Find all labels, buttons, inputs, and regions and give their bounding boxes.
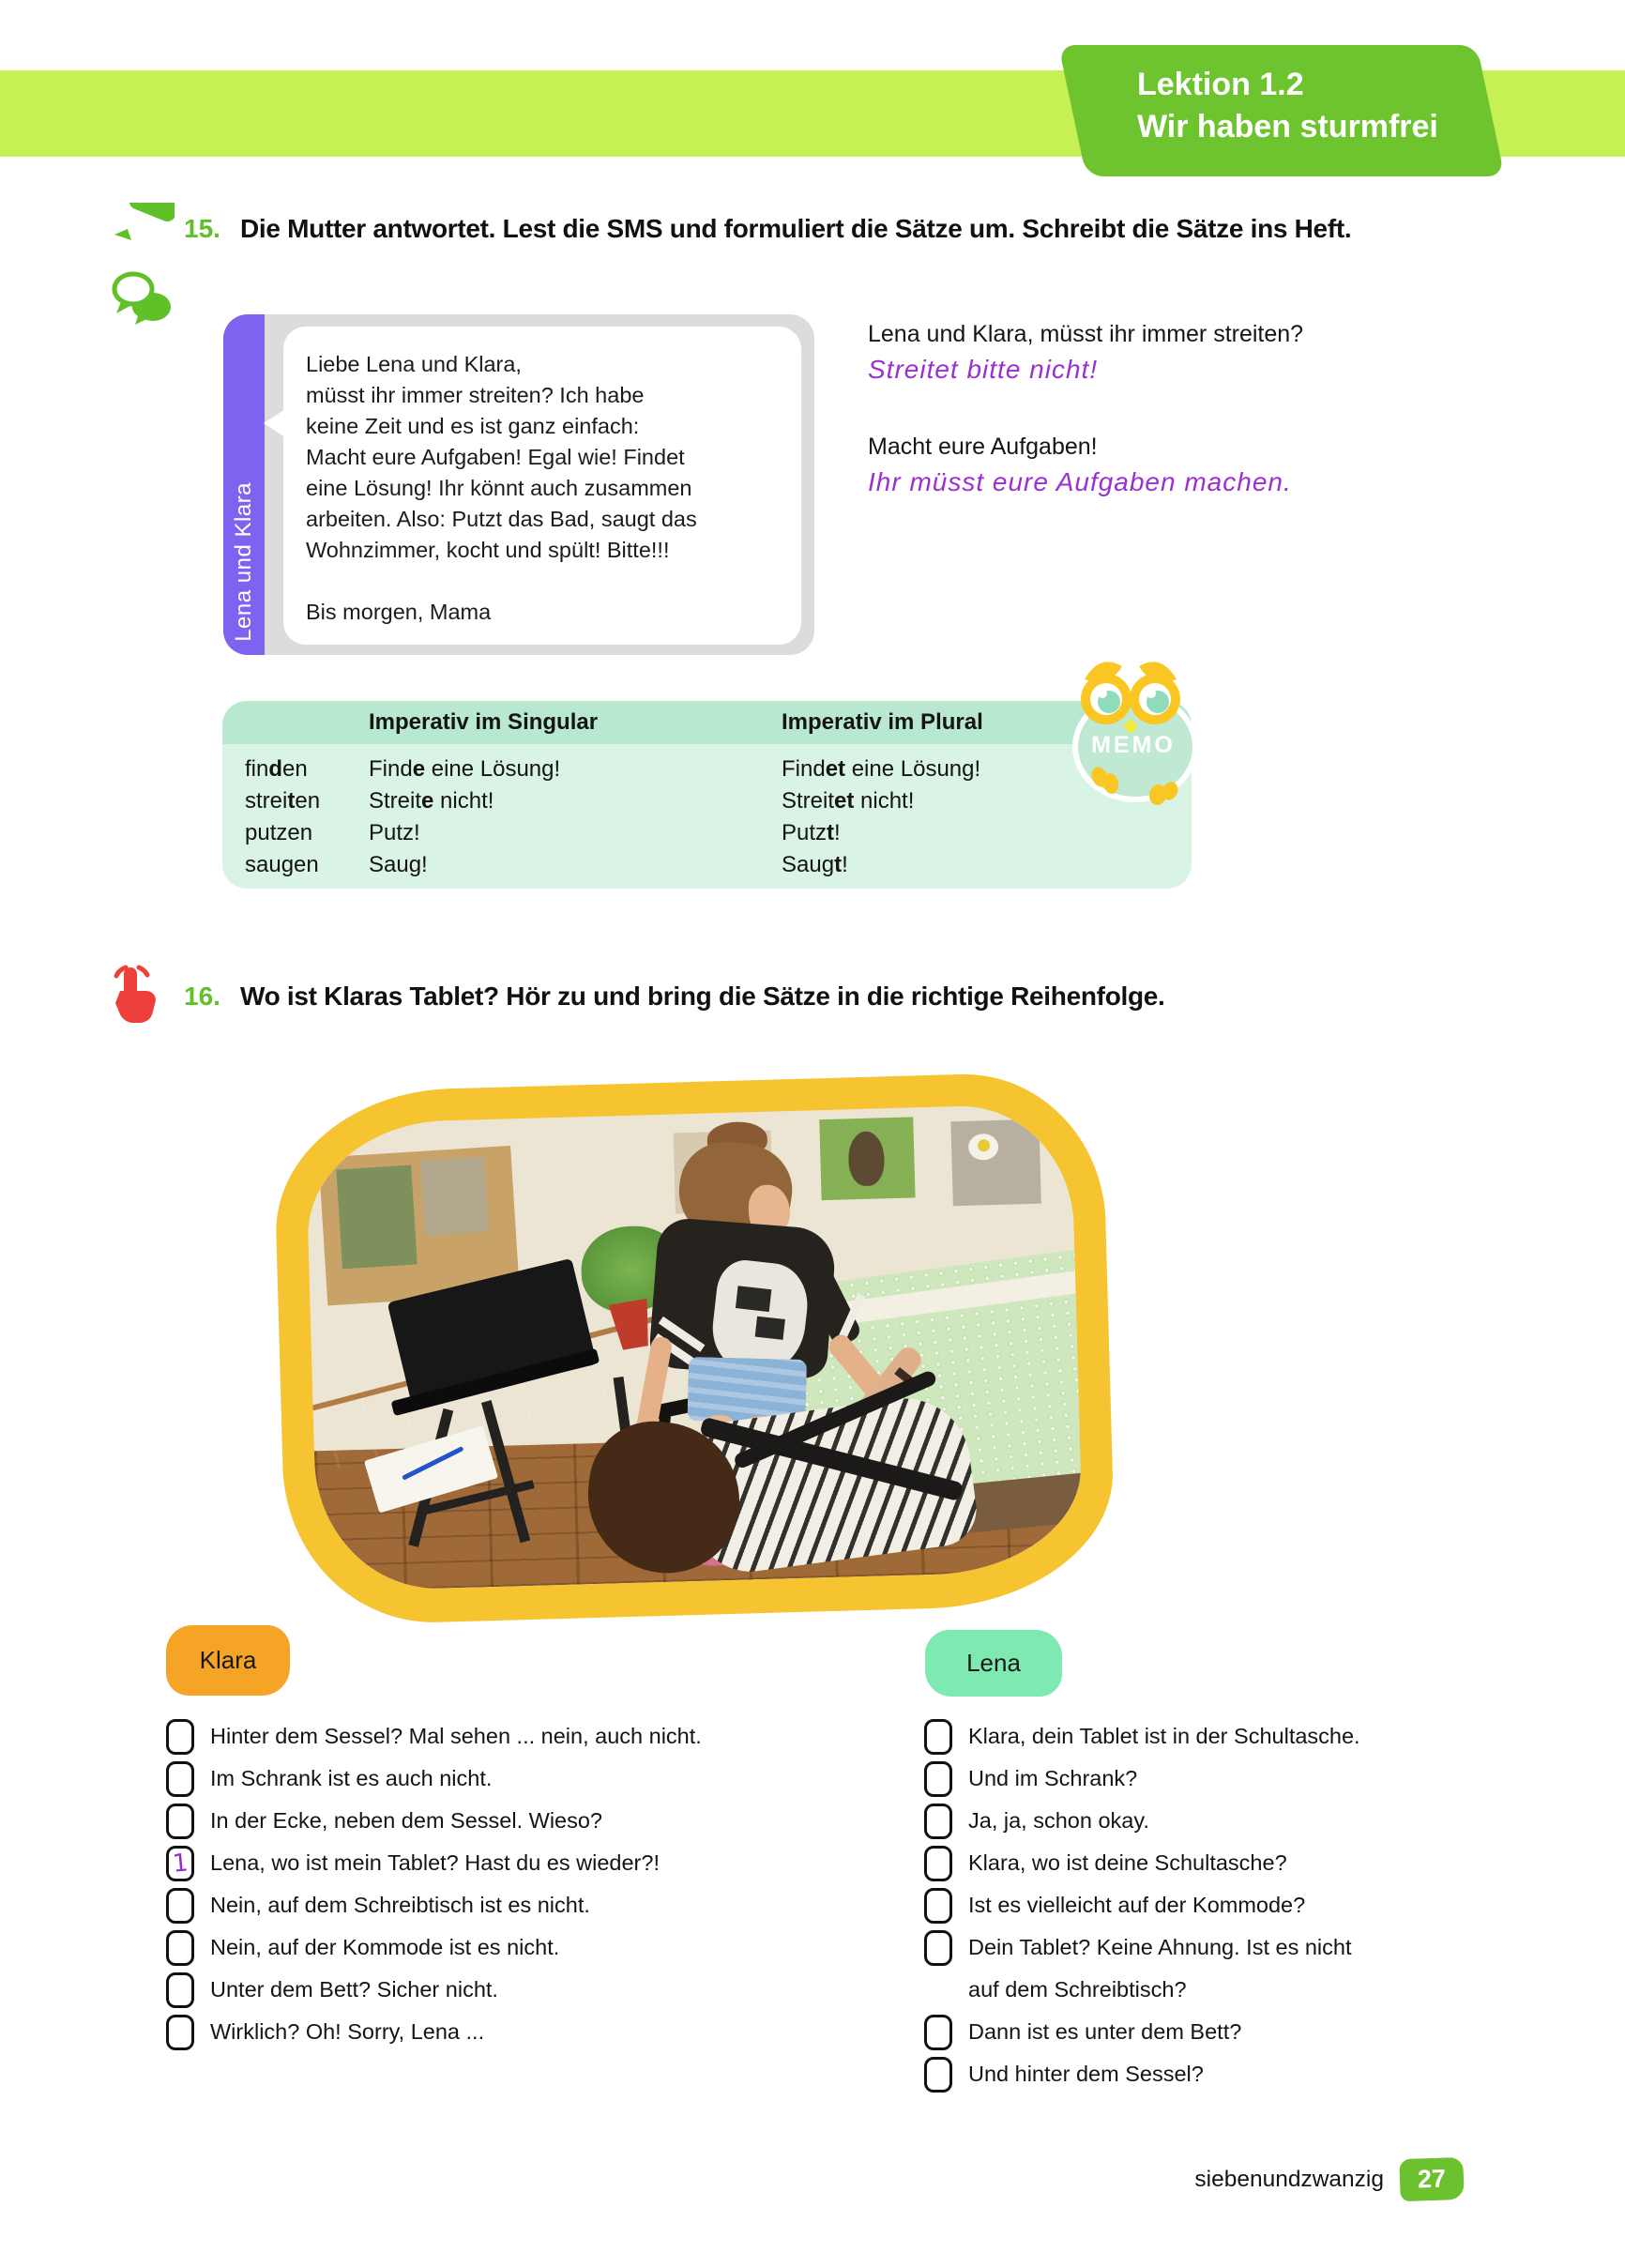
memo-cell-infinitive: putzen <box>245 820 313 845</box>
shirt-print <box>736 1286 771 1312</box>
page-number-word: siebenundzwanzig <box>1194 2166 1384 2192</box>
speech-bubbles-icon <box>109 270 173 327</box>
shirt-print <box>755 1317 785 1340</box>
answer-checkbox[interactable] <box>924 1804 952 1839</box>
exercise-15-title: Die Mutter antwortet. Lest die SMS und formuliert die Sätze um. Schreibt die Sätze ins Heft. <box>240 214 1352 243</box>
answer-checkbox[interactable] <box>924 1761 952 1797</box>
answer-checkbox[interactable] <box>166 2015 194 2050</box>
answer-checkbox[interactable] <box>166 1719 194 1755</box>
answer-checkbox[interactable] <box>166 1888 194 1924</box>
list-item: Klara, dein Tablet ist in der Schultasche. <box>924 1715 1581 1758</box>
sms-closing: Bis morgen, Mama <box>306 600 492 624</box>
list-item: In der Ecke, neben dem Sessel. Wieso? <box>166 1800 823 1842</box>
example-answer-handwritten: Ihr müsst eure Aufgaben machen. <box>868 467 1292 496</box>
list-item: Und hinter dem Sessel? <box>924 2053 1581 2095</box>
lena-sentence-list <box>924 1715 1581 2095</box>
memo-cell-plural: Saugt! <box>782 852 848 877</box>
photo-pinned-picture <box>420 1157 489 1236</box>
memo-cell-infinitive: saugen <box>245 852 319 877</box>
list-item: Dann ist es unter dem Bett? <box>924 2011 1581 2053</box>
list-item: Nein, auf der Kommode ist es nicht. <box>166 1926 823 1969</box>
memo-table-header <box>222 701 1192 744</box>
memo-col-plural: Imperativ im Plural <box>782 709 983 735</box>
memo-grammar-table <box>222 701 1192 889</box>
answer-checkbox[interactable]: 1 <box>166 1846 194 1881</box>
photo-frame <box>272 1071 1116 1626</box>
sms-sender-label: Lena und Klara <box>231 482 256 642</box>
memo-cell-singular: Saug! <box>369 852 428 877</box>
tap-hand-icon <box>98 963 163 1030</box>
memo-table-row <box>222 849 1192 881</box>
answer-checkbox[interactable] <box>166 1761 194 1797</box>
pencil-icon <box>105 203 175 248</box>
memo-col-singular: Imperativ im Singular <box>369 709 599 735</box>
answer-checkbox[interactable] <box>166 1804 194 1839</box>
exercise-16-title: Wo ist Klaras Tablet? Hör zu und bring die Sätze in die richtige Reihenfolge. <box>240 982 1165 1011</box>
sms-sender-strip <box>223 314 265 655</box>
sms-bubble-tail <box>264 409 285 437</box>
list-item: Wirklich? Oh! Sorry, Lena ... <box>166 2011 823 2053</box>
klara-sentence-list <box>166 1715 823 2053</box>
list-item: 1 Lena, wo ist mein Tablet? Hast du es wieder?! <box>166 1842 823 1884</box>
memo-cell-infinitive: finden <box>245 756 308 782</box>
memo-cell-plural: Findet eine Lösung! <box>782 756 981 782</box>
list-item: Klara, wo ist deine Schultasche? <box>924 1842 1581 1884</box>
photo-kneeling-girl <box>585 1386 1040 1586</box>
lesson-title: Wir haben sturmfrei <box>1137 109 1438 145</box>
example-prompt: Macht eure Aufgaben! <box>868 434 1098 460</box>
memo-cell-singular: Finde eine Lösung! <box>369 756 561 782</box>
memo-badge-text: MEMO <box>1091 732 1176 758</box>
exercise-15-number: 15. <box>184 214 220 243</box>
lesson-tab <box>1058 45 1505 176</box>
example-answers <box>868 317 1393 499</box>
page-number-badge: 27 <box>1399 2157 1465 2201</box>
exercise-16-number: 16. <box>184 982 220 1011</box>
list-item: Ist es vielleicht auf der Kommode? <box>924 1884 1581 1926</box>
photo-flower-picture <box>950 1119 1040 1207</box>
answer-checkbox[interactable] <box>924 1719 952 1755</box>
answer-checkbox[interactable] <box>924 1888 952 1924</box>
memo-cell-singular: Streite nicht! <box>369 788 494 814</box>
answer-checkbox[interactable] <box>166 1930 194 1966</box>
example-answer-handwritten: Streitet bitte nicht! <box>868 355 1099 384</box>
answer-checkbox[interactable] <box>166 1972 194 2008</box>
list-item: Nein, auf dem Schreibtisch ist es nicht. <box>166 1884 823 1926</box>
sms-message: Liebe Lena und Klara, müsst ihr immer streiten? Ich habe keine Zeit und es ist ganz einfach: Macht eure Aufgaben! Egal wie! Findet eine Lösung! Ihr könnt auch zusammen arbeiten. Also: Putzt das Bad, saugt das Wohnzimmer, kocht und spült! Bitte!!! Bis morgen, Mama <box>306 349 784 628</box>
memo-table-row <box>222 817 1192 849</box>
memo-cell-plural: Putzt! <box>782 820 841 845</box>
photo-pinned-picture <box>336 1165 417 1270</box>
answer-checkbox[interactable] <box>924 2057 952 2093</box>
memo-cell-plural: Streitet nicht! <box>782 788 915 814</box>
memo-cell-infinitive: streiten <box>245 788 321 814</box>
list-item: Hinter dem Sessel? Mal sehen ... nein, auch nicht. <box>166 1715 823 1758</box>
klara-label: Klara <box>166 1625 290 1696</box>
example-prompt: Lena und Klara, müsst ihr immer streiten? <box>868 321 1304 347</box>
page-footer <box>938 2158 1464 2200</box>
list-item: Unter dem Bett? Sicher nicht. <box>166 1969 823 2011</box>
memo-cell-singular: Putz! <box>369 820 420 845</box>
list-item: Und im Schrank? <box>924 1758 1581 1800</box>
lena-label: Lena <box>925 1630 1062 1697</box>
owl-icon <box>1053 649 1208 809</box>
answer-checkbox[interactable] <box>924 2015 952 2050</box>
list-item: Ja, ja, schon okay. <box>924 1800 1581 1842</box>
memo-table-row <box>222 753 1192 785</box>
answer-checkbox[interactable] <box>924 1930 952 1966</box>
exercise-photo <box>305 1104 1084 1592</box>
list-item: Dein Tablet? Keine Ahnung. Ist es nicht auf dem Schreibtisch? <box>924 1926 1581 2011</box>
lesson-number: Lektion 1.2 <box>1137 67 1304 102</box>
answer-checkbox[interactable] <box>924 1846 952 1881</box>
list-item: Im Schrank ist es auch nicht. <box>166 1758 823 1800</box>
memo-table-row <box>222 785 1192 817</box>
